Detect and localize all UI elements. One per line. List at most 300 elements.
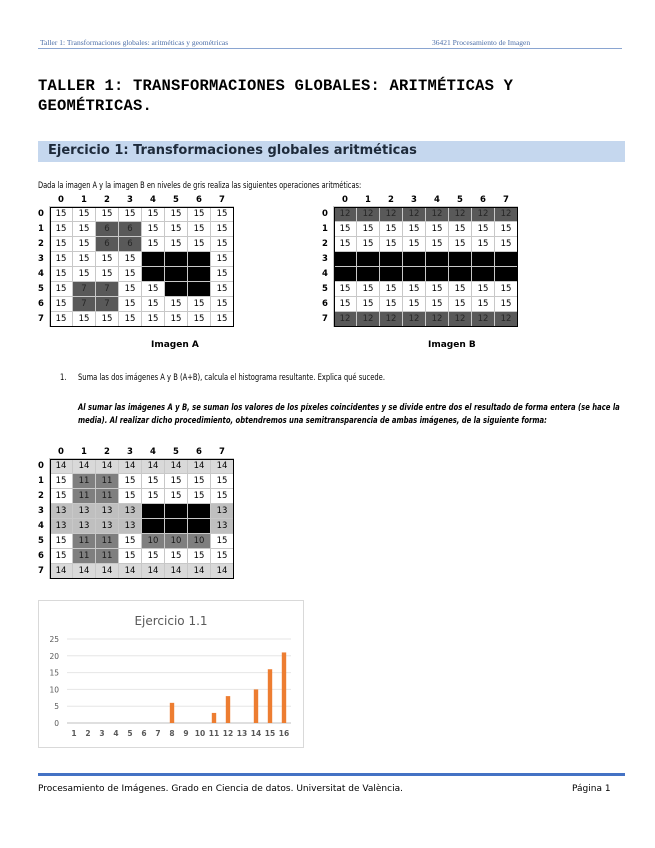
pixel-cell: 0 (426, 252, 449, 267)
x-tick-label: 14 (250, 729, 262, 738)
x-tick-label: 10 (194, 729, 206, 738)
row-label: 0 (322, 209, 328, 219)
pixel-cell: 15 (142, 282, 165, 297)
table-row (33, 474, 234, 489)
pixel-cell: 14 (119, 459, 142, 474)
pixel-cell: 0 (142, 519, 165, 534)
x-tick-label: 5 (127, 729, 133, 738)
pixel-cell: 12 (357, 207, 380, 222)
row-label: 6 (38, 299, 44, 309)
row-label: 6 (322, 299, 328, 309)
table-row (33, 504, 234, 519)
pixel-cell: 15 (119, 297, 142, 312)
footer-rule (38, 773, 625, 776)
pixel-cell: 15 (403, 282, 426, 297)
pixel-cell: 14 (211, 459, 234, 474)
pixel-cell: 14 (142, 459, 165, 474)
pixel-cell: 15 (188, 489, 211, 504)
pixel-cell: 15 (403, 222, 426, 237)
pixel-cell: 0 (357, 267, 380, 282)
pixel-cell: 7 (73, 297, 96, 312)
column-label: 4 (434, 195, 440, 205)
pixel-cell: 15 (142, 207, 165, 222)
exercise-intro: Dada la imagen A y la imagen B en niveles de gris realiza las siguientes operaciones aritméticas: (38, 181, 362, 191)
x-tick-label: 16 (278, 729, 290, 738)
row-label: 0 (38, 209, 44, 219)
pixel-cell: 15 (188, 474, 211, 489)
pixel-cell: 0 (188, 504, 211, 519)
pixel-cell: 13 (211, 519, 234, 534)
pixel-cell: 15 (426, 237, 449, 252)
pixel-cell: 15 (165, 297, 188, 312)
pixel-cell: 12 (449, 207, 472, 222)
column-label: 0 (58, 195, 64, 205)
question-1-answer: Al sumar las imágenes A y B, se suman los valores de los píxeles coincidentes y se divide entre dos el resultado de forma entera (se hace la media). Al realizar dicho procedimiento, obtendremos una semitransparencia de ambas imágenes, de la siguiente forma: (78, 403, 620, 426)
column-label: 7 (503, 195, 509, 205)
result-table (33, 446, 234, 579)
pixel-cell: 14 (142, 564, 165, 579)
pixel-cell: 14 (50, 564, 73, 579)
table-row (33, 297, 234, 312)
pixel-cell: 13 (96, 519, 119, 534)
x-tick-label: 7 (155, 729, 161, 738)
pixel-cell: 15 (357, 222, 380, 237)
pixel-cell: 10 (165, 534, 188, 549)
question-1-text: Suma las dos imágenes A y B (A+B), calcula el histograma resultante. Explica qué sucede. (78, 373, 385, 383)
running-header-left: Taller 1: Transformaciones globales: aritméticas y geométricas (40, 38, 229, 47)
pixel-cell: 0 (165, 252, 188, 267)
pixel-cell: 14 (165, 564, 188, 579)
pixel-cell: 15 (50, 534, 73, 549)
image-a-caption: Imagen A (151, 340, 199, 350)
pixel-cell: 15 (96, 252, 119, 267)
pixel-cell: 15 (73, 237, 96, 252)
pixel-cell: 15 (449, 297, 472, 312)
pixel-cell: 0 (357, 252, 380, 267)
histogram-bar (268, 669, 272, 723)
pixel-cell: 12 (472, 312, 495, 327)
pixel-cell: 15 (334, 282, 357, 297)
pixel-cell: 15 (142, 222, 165, 237)
pixel-cell: 14 (96, 564, 119, 579)
pixel-cell: 15 (211, 474, 234, 489)
pixel-cell: 15 (495, 237, 518, 252)
column-label: 4 (150, 195, 156, 205)
pixel-cell: 15 (472, 222, 495, 237)
pixel-cell: 15 (119, 207, 142, 222)
column-label: 7 (219, 195, 225, 205)
pixel-cell: 14 (96, 459, 119, 474)
pixel-cell: 15 (50, 207, 73, 222)
pixel-cell: 15 (165, 489, 188, 504)
pixel-cell: 15 (119, 267, 142, 282)
pixel-cell: 12 (403, 312, 426, 327)
pixel-cell: 10 (142, 534, 165, 549)
pixel-cell: 11 (73, 534, 96, 549)
pixel-cell: 15 (472, 282, 495, 297)
pixel-cell: 15 (50, 474, 73, 489)
pixel-cell: 11 (73, 489, 96, 504)
pixel-cell: 15 (50, 489, 73, 504)
table-row (33, 534, 234, 549)
pixel-cell: 15 (188, 237, 211, 252)
pixel-cell: 15 (119, 474, 142, 489)
pixel-cell: 15 (188, 549, 211, 564)
table-row (33, 222, 234, 237)
pixel-cell: 15 (119, 489, 142, 504)
pixel-cell: 15 (449, 237, 472, 252)
pixel-cell: 12 (495, 312, 518, 327)
pixel-cell: 15 (73, 207, 96, 222)
pixel-cell: 14 (73, 459, 96, 474)
pixel-cell: 15 (211, 267, 234, 282)
row-label: 7 (38, 566, 44, 576)
pixel-cell: 15 (380, 237, 403, 252)
x-tick-label: 9 (183, 729, 189, 738)
pixel-cell: 15 (73, 222, 96, 237)
table-row (317, 282, 518, 297)
pixel-cell: 12 (380, 312, 403, 327)
x-tick-label: 6 (141, 729, 147, 738)
pixel-cell: 13 (119, 519, 142, 534)
pixel-cell: 11 (73, 549, 96, 564)
pixel-cell: 15 (357, 282, 380, 297)
pixel-cell: 11 (96, 489, 119, 504)
pixel-cell: 6 (119, 222, 142, 237)
row-label: 5 (38, 536, 44, 546)
pixel-cell: 15 (96, 312, 119, 327)
x-tick-label: 1 (71, 729, 77, 738)
pixel-cell: 15 (119, 252, 142, 267)
pixel-cell: 15 (211, 534, 234, 549)
pixel-cell: 14 (211, 564, 234, 579)
pixel-cell: 0 (142, 252, 165, 267)
pixel-cell: 15 (211, 312, 234, 327)
pixel-cell: 0 (403, 252, 426, 267)
pixel-cell: 12 (380, 207, 403, 222)
pixel-cell: 14 (165, 459, 188, 474)
pixel-cell: 12 (472, 207, 495, 222)
pixel-cell: 15 (73, 267, 96, 282)
pixel-cell: 14 (188, 564, 211, 579)
row-label: 3 (322, 254, 328, 264)
row-label: 2 (38, 239, 44, 249)
pixel-cell: 13 (73, 504, 96, 519)
pixel-cell: 15 (449, 282, 472, 297)
y-tick-label: 15 (49, 668, 59, 678)
row-label: 6 (38, 551, 44, 561)
pixel-cell: 15 (50, 282, 73, 297)
y-tick-label: 20 (49, 651, 59, 661)
table-row (33, 267, 234, 282)
pixel-cell: 15 (403, 237, 426, 252)
table-row (33, 564, 234, 579)
table-row (33, 207, 234, 222)
pixel-cell: 15 (165, 207, 188, 222)
pixel-cell: 15 (472, 297, 495, 312)
pixel-cell: 11 (96, 474, 119, 489)
pixel-cell: 15 (165, 312, 188, 327)
table-row (317, 207, 518, 222)
x-tick-label: 3 (99, 729, 105, 738)
row-label: 7 (38, 314, 44, 324)
row-label: 1 (38, 476, 44, 486)
column-label: 3 (411, 195, 417, 205)
pixel-cell: 13 (211, 504, 234, 519)
pixel-cell: 6 (96, 222, 119, 237)
column-label: 2 (104, 447, 110, 457)
pixel-cell: 0 (334, 267, 357, 282)
pixel-cell: 15 (73, 312, 96, 327)
column-label: 6 (196, 447, 202, 457)
pixel-cell: 15 (211, 222, 234, 237)
pixel-cell: 15 (165, 237, 188, 252)
pixel-cell: 0 (188, 519, 211, 534)
pixel-cell: 11 (73, 474, 96, 489)
pixel-cell: 0 (165, 267, 188, 282)
pixel-cell: 15 (142, 237, 165, 252)
row-label: 2 (38, 491, 44, 501)
pixel-cell: 15 (495, 297, 518, 312)
column-label: 0 (342, 195, 348, 205)
column-label: 5 (457, 195, 463, 205)
pixel-cell: 15 (211, 489, 234, 504)
pixel-cell: 0 (380, 252, 403, 267)
x-tick-label: 4 (113, 729, 119, 738)
column-label: 5 (173, 195, 179, 205)
pixel-cell: 15 (50, 267, 73, 282)
pixel-cell: 15 (188, 312, 211, 327)
pixel-cell: 15 (334, 297, 357, 312)
histogram-bar (170, 703, 174, 723)
table-row (317, 267, 518, 282)
pixel-cell: 15 (50, 312, 73, 327)
pixel-cell: 13 (50, 519, 73, 534)
pixel-cell: 13 (96, 504, 119, 519)
x-tick-label: 12 (222, 729, 234, 738)
pixel-cell: 11 (96, 534, 119, 549)
pixel-cell: 7 (96, 282, 119, 297)
running-header-right: 36421 Procesamiento de Imagen (432, 38, 531, 47)
chart-title: Ejercicio 1.1 (134, 614, 208, 628)
pixel-cell: 15 (96, 267, 119, 282)
row-label: 0 (38, 461, 44, 471)
table-row (33, 549, 234, 564)
row-label: 4 (38, 521, 44, 531)
pixel-cell: 15 (142, 474, 165, 489)
pixel-cell: 15 (449, 222, 472, 237)
pixel-cell: 15 (50, 222, 73, 237)
pixel-cell: 15 (142, 489, 165, 504)
pixel-cell: 15 (426, 282, 449, 297)
exercise-title: Ejercicio 1: Transformaciones globales aritméticas (48, 143, 417, 158)
x-tick-label: 8 (169, 729, 175, 738)
row-label: 5 (322, 284, 328, 294)
pixel-cell: 15 (50, 252, 73, 267)
pixel-cell: 12 (449, 312, 472, 327)
column-label: 3 (127, 195, 133, 205)
pixel-cell: 7 (73, 282, 96, 297)
pixel-cell: 15 (142, 312, 165, 327)
pixel-cell: 0 (165, 282, 188, 297)
pixel-cell: 0 (142, 504, 165, 519)
footer-left: Procesamiento de Imágenes. Grado en Ciencia de datos. Universitat de València. (38, 784, 403, 794)
pixel-cell: 12 (495, 207, 518, 222)
table-row (317, 237, 518, 252)
pixel-cell: 13 (73, 519, 96, 534)
x-tick-label: 15 (264, 729, 276, 738)
pixel-cell: 15 (50, 297, 73, 312)
pixel-cell: 12 (357, 312, 380, 327)
histogram-bar (212, 713, 216, 723)
column-label: 2 (104, 195, 110, 205)
histogram-bar (282, 652, 286, 723)
column-label: 3 (127, 447, 133, 457)
pixel-cell: 12 (426, 312, 449, 327)
column-label: 5 (173, 447, 179, 457)
table-row (317, 252, 518, 267)
pixel-cell: 15 (495, 282, 518, 297)
pixel-cell: 15 (142, 297, 165, 312)
pixel-cell: 15 (50, 549, 73, 564)
pixel-cell: 0 (165, 519, 188, 534)
pixel-cell: 15 (357, 237, 380, 252)
pixel-cell: 14 (50, 459, 73, 474)
pixel-cell: 0 (449, 267, 472, 282)
x-tick-label: 2 (85, 729, 91, 738)
pixel-cell: 15 (211, 252, 234, 267)
pixel-cell: 15 (119, 282, 142, 297)
pixel-cell: 14 (119, 564, 142, 579)
pixel-cell: 15 (334, 237, 357, 252)
pixel-cell: 15 (211, 237, 234, 252)
y-tick-label: 0 (54, 719, 59, 728)
pixel-cell: 11 (96, 549, 119, 564)
x-tick-label: 13 (236, 729, 248, 738)
pixel-cell: 15 (165, 549, 188, 564)
row-label: 1 (38, 224, 44, 234)
image-b-caption: Imagen B (428, 340, 476, 350)
pixel-cell: 15 (165, 474, 188, 489)
row-label: 1 (322, 224, 328, 234)
column-label: 1 (365, 195, 371, 205)
pixel-cell: 15 (211, 297, 234, 312)
pixel-cell: 15 (119, 549, 142, 564)
pixel-cell: 15 (73, 252, 96, 267)
pixel-cell: 14 (73, 564, 96, 579)
pixel-cell: 0 (334, 252, 357, 267)
pixel-cell: 15 (96, 207, 119, 222)
document-title: TALLER 1: TRANSFORMACIONES GLOBALES: ARITMÉTICAS Y GEOMÉTRICAS. (38, 77, 514, 115)
histogram-chart-frame (38, 600, 304, 748)
pixel-cell: 14 (188, 459, 211, 474)
pixel-cell: 15 (119, 312, 142, 327)
row-label: 4 (38, 269, 44, 279)
x-tick-label: 11 (208, 729, 220, 738)
row-label: 3 (38, 506, 44, 516)
column-label: 0 (58, 447, 64, 457)
table-row (33, 312, 234, 327)
pixel-cell: 15 (188, 207, 211, 222)
column-label: 6 (480, 195, 486, 205)
pixel-cell: 15 (380, 297, 403, 312)
y-tick-label: 25 (49, 635, 59, 644)
pixel-cell: 0 (472, 252, 495, 267)
column-label: 2 (388, 195, 394, 205)
column-label: 1 (81, 195, 87, 205)
table-row (33, 519, 234, 534)
histogram-bar (226, 696, 230, 723)
question-1-number: 1. (60, 373, 67, 383)
pixel-cell: 15 (188, 297, 211, 312)
pixel-cell: 15 (188, 222, 211, 237)
image-a-table (33, 194, 234, 327)
histogram-chart (39, 601, 303, 747)
pixel-cell: 0 (188, 282, 211, 297)
row-label: 5 (38, 284, 44, 294)
pixel-cell: 6 (119, 237, 142, 252)
row-label: 7 (322, 314, 328, 324)
pixel-cell: 0 (165, 504, 188, 519)
pixel-cell: 15 (211, 207, 234, 222)
pixel-cell: 0 (472, 267, 495, 282)
pixel-cell: 10 (188, 534, 211, 549)
pixel-cell: 0 (380, 267, 403, 282)
pixel-cell: 0 (188, 252, 211, 267)
pixel-cell: 15 (165, 222, 188, 237)
pixel-cell: 7 (96, 297, 119, 312)
pixel-cell: 15 (403, 297, 426, 312)
header-rule (38, 48, 622, 49)
column-label: 6 (196, 195, 202, 205)
pixel-cell: 15 (495, 222, 518, 237)
table-row (317, 297, 518, 312)
pixel-cell: 0 (495, 252, 518, 267)
pixel-cell: 15 (50, 237, 73, 252)
pixel-cell: 0 (403, 267, 426, 282)
pixel-cell: 0 (449, 252, 472, 267)
pixel-cell: 0 (495, 267, 518, 282)
pixel-cell: 15 (142, 549, 165, 564)
table-row (33, 282, 234, 297)
column-label: 4 (150, 447, 156, 457)
y-tick-label: 10 (49, 685, 59, 695)
image-b-table (317, 194, 518, 327)
table-row (33, 252, 234, 267)
pixel-cell: 0 (142, 267, 165, 282)
pixel-cell: 15 (426, 222, 449, 237)
table-row (317, 312, 518, 327)
column-label: 1 (81, 447, 87, 457)
pixel-cell: 13 (50, 504, 73, 519)
pixel-cell: 15 (380, 282, 403, 297)
pixel-cell: 15 (357, 297, 380, 312)
row-label: 2 (322, 239, 328, 249)
table-row (33, 459, 234, 474)
histogram-bar (254, 689, 258, 723)
table-row (33, 489, 234, 504)
column-label: 7 (219, 447, 225, 457)
pixel-cell: 0 (188, 267, 211, 282)
pixel-cell: 15 (334, 222, 357, 237)
footer-page: Página 1 (572, 784, 611, 794)
pixel-cell: 12 (426, 207, 449, 222)
pixel-cell: 12 (334, 207, 357, 222)
pixel-cell: 15 (472, 237, 495, 252)
y-tick-label: 5 (54, 702, 59, 712)
pixel-cell: 15 (119, 534, 142, 549)
pixel-cell: 15 (211, 282, 234, 297)
